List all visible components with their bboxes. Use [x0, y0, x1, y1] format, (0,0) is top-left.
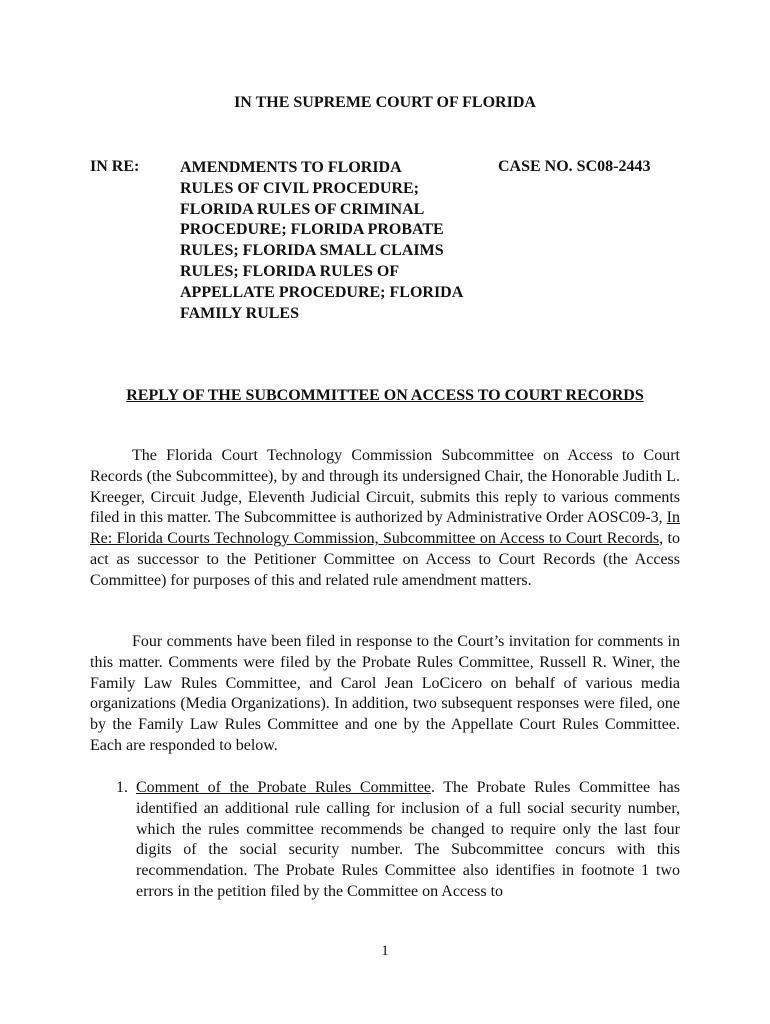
page-number: 1 — [381, 943, 389, 959]
in-re-label: IN RE: — [90, 158, 140, 175]
list-item-text: . The Probate Rules Committee has identified an additional rule calling for inclusion of a full social security number, which the rules committee recommends be changed to require only the last four digits of the social security number. The Subcommittee concurs with this recommendation. The Probate Rules Committee also identifies in footnote 1 two errors in the petition filed by the Committee on Access to — [136, 779, 680, 900]
case-number: CASE NO. SC08-2443 — [498, 158, 651, 175]
paragraph-intro — [90, 446, 680, 592]
case-caption — [180, 158, 500, 324]
order-citation: In Re: Florida Courts Technology Commission, Subcommittee on Access to Court Records — [90, 509, 680, 548]
caption-line: FLORIDA RULES OF CRIMINAL — [180, 200, 425, 218]
document-title: REPLY OF THE SUBCOMMITTEE ON ACCESS TO COURT RECORDS — [126, 387, 644, 404]
list-item — [116, 778, 680, 903]
caption-line: PROCEDURE; FLORIDA PROBATE — [180, 221, 444, 239]
paragraph-text: , to act as successor to the Petitioner Committee on Access to Court Records (the Access Committee) for purposes of this and related rule amendment matters. — [90, 530, 680, 589]
paragraph-text: The Florida Court Technology Commission Subcommittee on Access to Court Records (the Subcommittee), by and through its undersigned Chair, the Honorable Judith L. Kreeger, Circuit Judge, Eleventh Judicial Circuit, submits this reply to various comments filed in this matter. The Subcommittee is authorized by Administrative Order AOSC09-3, — [90, 447, 680, 527]
court-heading: IN THE SUPREME COURT OF FLORIDA — [234, 94, 536, 111]
caption-line: RULES; FLORIDA RULES OF — [180, 262, 400, 280]
list-item-heading: Comment of the Probate Rules Committee — [136, 779, 432, 796]
paragraph-comments — [90, 632, 680, 757]
list-item-body — [136, 778, 680, 903]
list-item-number: 1. — [116, 779, 128, 796]
caption-line: FAMILY RULES — [180, 304, 299, 322]
caption-line: RULES OF CIVIL PROCEDURE; — [180, 179, 419, 197]
paragraph-text: Four comments have been filed in response to the Court’s invitation for comments in this matter. Comments were filed by the Probate Rules Committee, Russell R. Winer, the Family Law Rules Committee, and Carol Jean LoCicero on behalf of various media organizations (Media Organizations). In addition, two subsequent responses were filed, one by the Family Law Rules Committee and one by the Appellate Court Rules Committee. Each are responded to below. — [90, 633, 680, 754]
caption-line: RULES; FLORIDA SMALL CLAIMS — [180, 242, 444, 260]
caption-line: AMENDMENTS TO FLORIDA — [180, 159, 402, 176]
caption-line: APPELLATE PROCEDURE; FLORIDA — [180, 283, 464, 301]
